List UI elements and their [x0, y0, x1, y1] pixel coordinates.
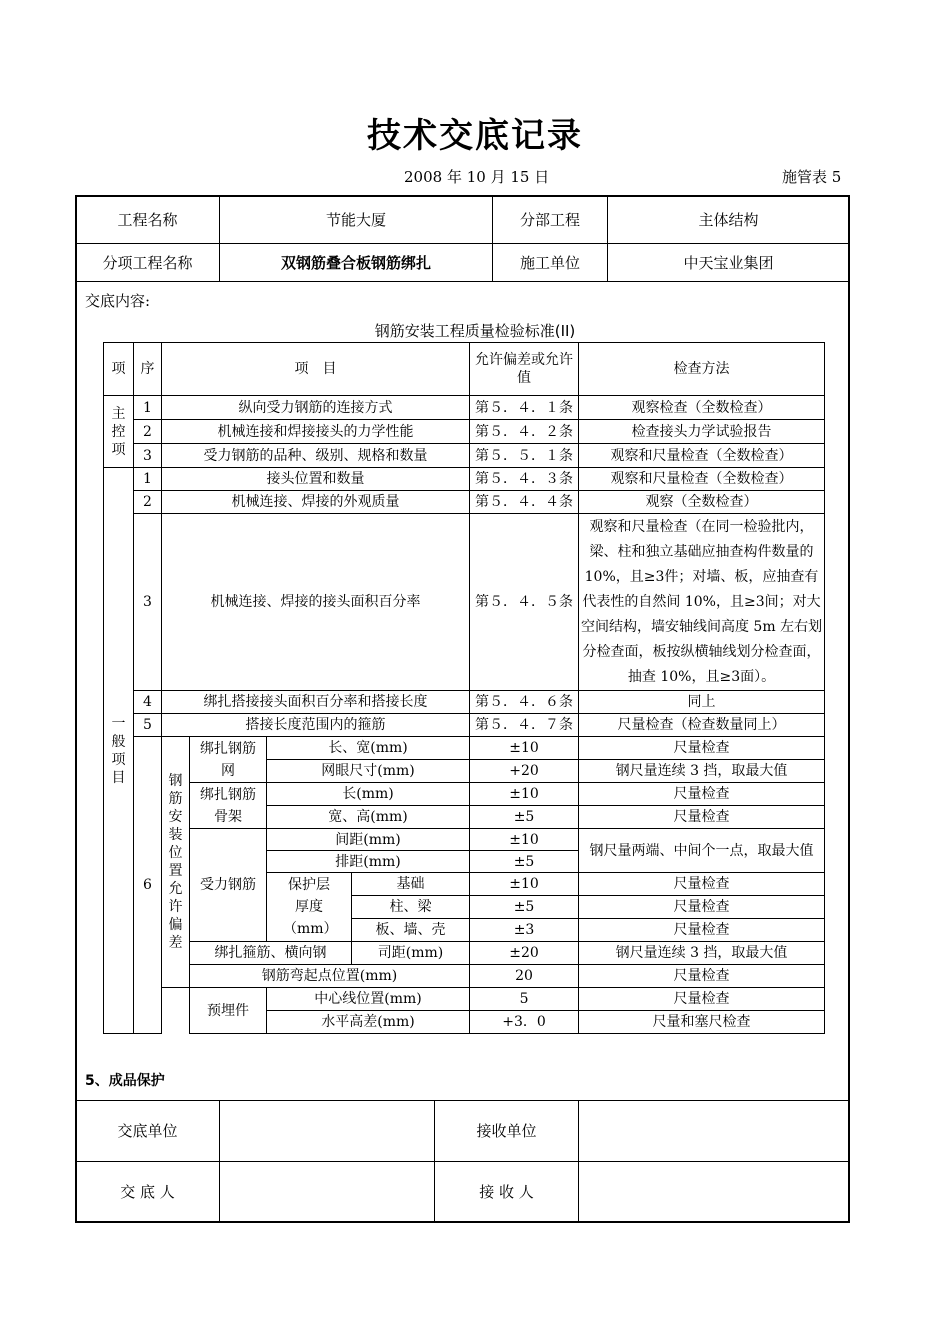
- sub-tolerance: ±10: [470, 783, 579, 806]
- col-project-header: 项 目: [162, 343, 470, 396]
- row-seq: 4: [134, 691, 162, 714]
- row-method: 检查接头力学试验报告: [579, 420, 825, 444]
- sub-method: 尺量检查: [579, 783, 825, 806]
- sub-item: 柱、梁: [352, 896, 470, 919]
- contractor-label: 施工单位: [519, 253, 580, 272]
- sub-tolerance: ±5: [470, 851, 579, 873]
- row-tolerance: 第５．４．１条: [470, 396, 579, 420]
- row-method: 尺量检查（检查数量同上）: [579, 714, 825, 737]
- sub-item: 司距(mm): [352, 942, 470, 965]
- row-tolerance: 第５．４．５条: [470, 514, 579, 691]
- standard-title: 钢筋安装工程质量检验标准(II): [374, 322, 576, 340]
- row-item: 接头位置和数量: [162, 468, 470, 491]
- main-bar-label: 受力钢筋: [190, 829, 267, 942]
- main-control-group: 主控项: [104, 396, 134, 468]
- subitem-value: 双钢筋叠合板钢筋绑扎: [280, 253, 431, 272]
- sub-tolerance: +20: [470, 760, 579, 783]
- install-position-group-tail: [162, 988, 190, 1034]
- row-item: 机械连接、焊接的接头面积百分率: [162, 514, 470, 691]
- row-method: 同上: [579, 691, 825, 714]
- col-tolerance-header: 允许偏差或允许值: [470, 343, 579, 396]
- col-method-header: 检查方法: [579, 343, 825, 396]
- receiver-unit-field[interactable]: [579, 1101, 849, 1161]
- row-seq: 2: [134, 420, 162, 444]
- sub-tolerance: ±10: [470, 829, 579, 851]
- row-method: 观察和尺量检查（全数检查）: [579, 468, 825, 491]
- sub-method: 尺量检查: [579, 919, 825, 942]
- sub-method: 尺量和塞尺检查: [579, 1011, 825, 1034]
- sub-item: 基础: [352, 873, 470, 896]
- row-tolerance: 第５．４．４条: [470, 491, 579, 514]
- sub-item: 网眼尺寸(mm): [267, 760, 470, 783]
- receiver-label: 接 收 人: [479, 1183, 534, 1201]
- sub-tolerance: ±10: [470, 873, 579, 896]
- contractor-value: 中天宝业集团: [683, 253, 774, 272]
- row-tolerance: 第５．４．６条: [470, 691, 579, 714]
- sub-tolerance: ±3: [470, 919, 579, 942]
- sub-method: 尺量检查: [579, 873, 825, 896]
- issuer-unit-field[interactable]: [220, 1101, 434, 1161]
- row-method: 观察和尺量检查（全数检查）: [579, 444, 825, 468]
- sub-method: 尺量检查: [579, 896, 825, 919]
- sub-method: 钢尺量连续 3 挡，取最大值: [579, 760, 825, 783]
- row-method: 观察（全数检查）: [579, 491, 825, 514]
- sub-item: 中心线位置(mm): [267, 988, 470, 1011]
- row-item: 绑扎搭接接头面积百分率和搭接长度: [162, 691, 470, 714]
- sub-tolerance: ±5: [470, 806, 579, 829]
- sub-item: 排距(mm): [267, 851, 470, 873]
- inspection-standard-table: [103, 342, 825, 1034]
- sub-item: 间距(mm): [267, 829, 470, 851]
- embed-label: 预埋件: [190, 988, 267, 1034]
- sub-tolerance: +3．0: [470, 1011, 579, 1034]
- row-seq: 1: [134, 468, 162, 491]
- issuer-field[interactable]: [220, 1162, 434, 1222]
- sub-method: 尺量检查: [579, 806, 825, 829]
- sub-tolerance: ±5: [470, 896, 579, 919]
- sub-tolerance: 5: [470, 988, 579, 1011]
- receiver-unit-label: 接收单位: [476, 1122, 537, 1140]
- skeleton-label: 绑扎钢筋骨架: [190, 783, 267, 829]
- general-group: 一般项目: [104, 468, 134, 1034]
- record-date: 2008 年 10 月 15 日: [404, 168, 550, 186]
- row-tolerance: 第５．５．１条: [470, 444, 579, 468]
- form-number: 施管表 5: [782, 168, 842, 186]
- col-item-header: 项: [104, 343, 134, 396]
- sub-tolerance: ±20: [470, 942, 579, 965]
- row-item: 搭接长度范围内的箍筋: [162, 714, 470, 737]
- row-item: 纵向受力钢筋的连接方式: [162, 396, 470, 420]
- receiver-field[interactable]: [579, 1162, 849, 1222]
- row-seq: 2: [134, 491, 162, 514]
- stirrup-label: 绑扎箍筋、横向钢: [190, 942, 352, 965]
- row-seq: 5: [134, 714, 162, 737]
- issuer-unit-label: 交底单位: [117, 1122, 178, 1140]
- row-method: 观察检查（全数检查）: [579, 396, 825, 420]
- sub-method: 尺量检查: [579, 737, 825, 760]
- row-tolerance: 第５．４．７条: [470, 714, 579, 737]
- col-seq-header: 序: [134, 343, 162, 396]
- row-tolerance: 第５．４．２条: [470, 420, 579, 444]
- row-seq: 1: [134, 396, 162, 420]
- row-tolerance: 第５．４．３条: [470, 468, 579, 491]
- row-seq: 3: [134, 444, 162, 468]
- sub-method: 尺量检查: [579, 965, 825, 988]
- division-label: 分部工程: [519, 210, 580, 229]
- mesh-label: 绑扎钢筋网: [190, 737, 267, 783]
- cover-label: 保护层厚度（mm）: [267, 873, 352, 942]
- row-item: 机械连接、焊接的外观质量: [162, 491, 470, 514]
- install-position-group: 钢筋安装位置允许偏差: [162, 737, 190, 988]
- content-label: 交底内容:: [85, 292, 151, 310]
- row-item: 受力钢筋的品种、级别、规格和数量: [162, 444, 470, 468]
- sub-method: 尺量检查: [579, 988, 825, 1011]
- project-name-label: 工程名称: [117, 210, 178, 229]
- row-item: 机械连接和焊接接头的力学性能: [162, 420, 470, 444]
- sub-item: 宽、高(mm): [267, 806, 470, 829]
- section-5-heading: 5、成品保护: [85, 1073, 165, 1089]
- sub-item: 长、宽(mm): [267, 737, 470, 760]
- row-seq: 6: [134, 737, 162, 1034]
- row-seq: 3: [134, 514, 162, 691]
- sub-item: 板、墙、壳: [352, 919, 470, 942]
- sub-method: 钢尺量连续 3 挡，取最大值: [579, 942, 825, 965]
- sub-item: 钢筋弯起点位置(mm): [190, 965, 470, 988]
- sub-tolerance: ±10: [470, 737, 579, 760]
- sub-item: 长(mm): [267, 783, 470, 806]
- sub-tolerance: 20: [470, 965, 579, 988]
- subitem-label: 分项工程名称: [102, 253, 193, 272]
- sub-item: 水平高差(mm): [267, 1011, 470, 1034]
- row-method: 观察和尺量检查（在同一检验批内，梁、柱和独立基础应抽查构件数量的10%，且≥3件；对墙、板，应抽查有代表性的自然间 10%，且≥3间；对大空间结构，墙安轴线间高度 5m 左右划分检查面，板按纵横轴线划分检查面，抽查 10%，且≥3面）。: [579, 514, 825, 691]
- issuer-label: 交 底 人: [120, 1183, 175, 1201]
- division-value: 主体结构: [698, 210, 759, 229]
- project-name-value: 节能大厦: [325, 210, 386, 229]
- sub-method: 钢尺量两端、中间个一点，取最大值: [579, 829, 825, 873]
- divider: [75, 281, 850, 282]
- page-title: 技术交底记录: [367, 116, 583, 156]
